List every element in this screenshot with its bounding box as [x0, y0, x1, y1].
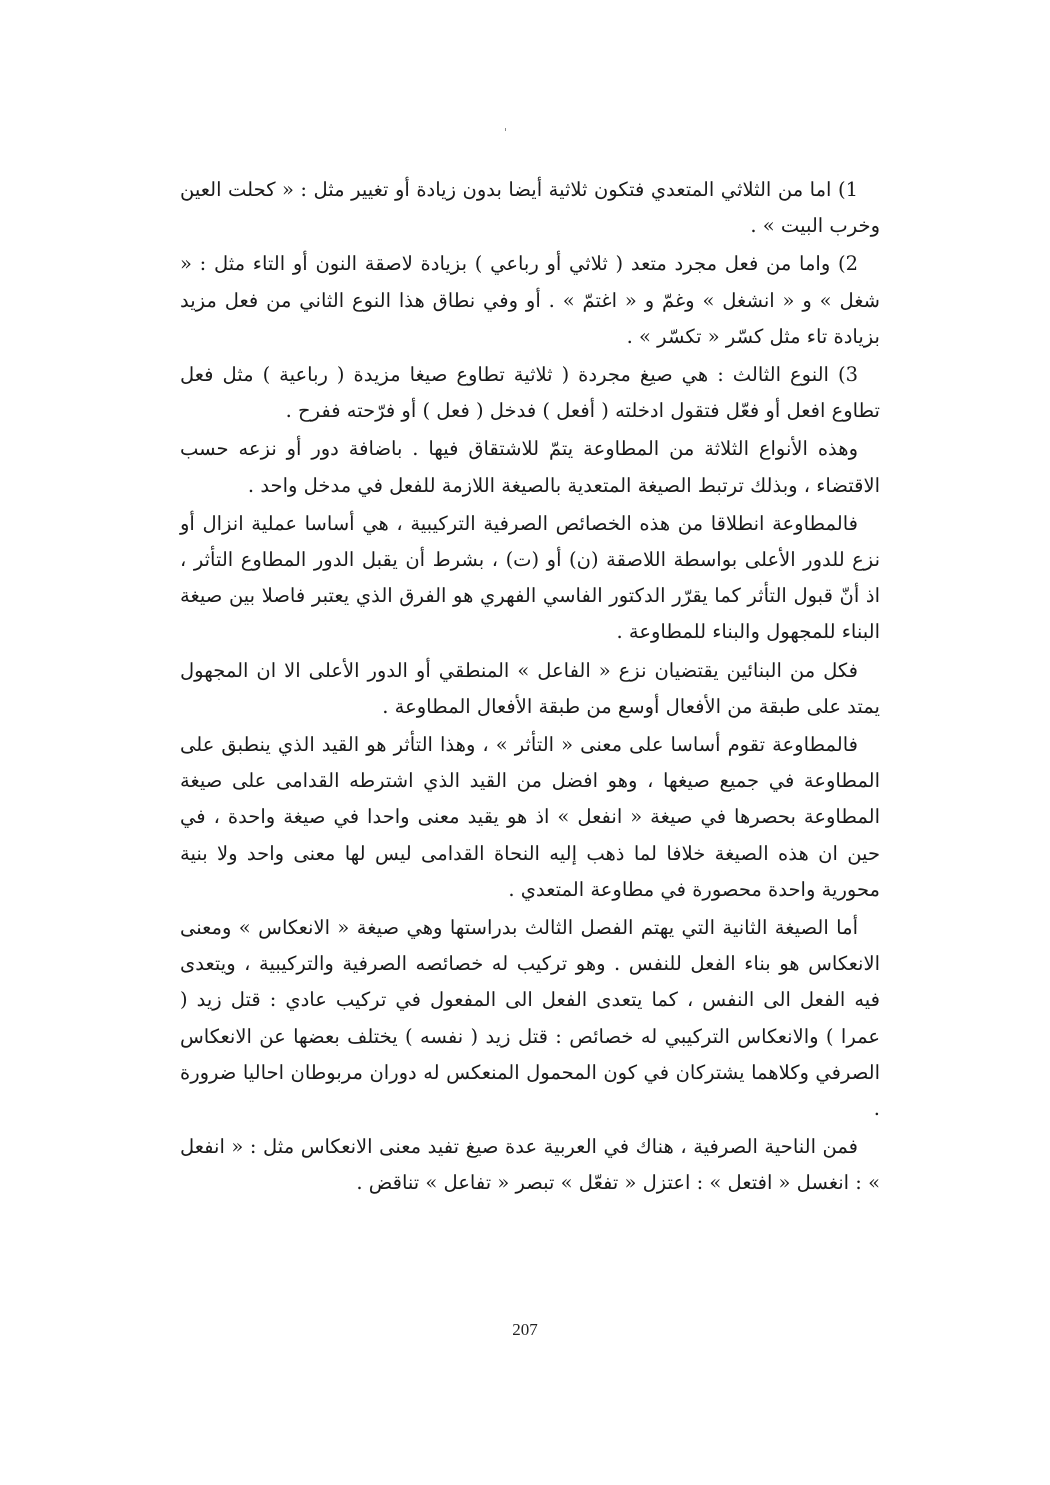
paragraph-1: 1) اما من الثلاثي المتعدي فتكون ثلاثية أيضا بدون زيادة أو تغيير مثل : « كحلت العين وخرب البيت » . [180, 178, 880, 238]
page-number: 207 [512, 1320, 538, 1339]
paragraph-7: فالمطاوعة تقوم أساسا على معنى « التأثر » ، وهذا التأثر هو القيد الذي ينطبق على المطاوعة في جميع صيغها ، وهو افضل من القيد الذي اشترطه القدامى على صيغة المطاوعة بحصرها في صيغة « انفعل » اذ هو يقيد معنى واحدا في صيغة واحدة ، في حين ان هذه الصيغة خلافا لما ذهب إليه النحاة القدامى ليس لها معنى واحد ولا بنية محورية واحدة محصورة في مطاوعة المتعدي . [180, 733, 880, 901]
paragraph-3: 3) النوع الثالث : هي صيغ مجردة ( ثلاثية تطاوع صيغا مزيدة ( رباعية ) مثل فعل تطاوع افعل أو فعّل فتقول ادخلته ( أفعل ) فدخل ( فعل ) أو فرّحته ففرح . [180, 363, 880, 423]
paragraph-2: 2) واما من فعل مجرد متعد ( ثلاثي أو رباعي ) بزيادة لاصقة النون أو التاء مثل : « شغل » و « انشغل » وغمّ و « اغتمّ » . أو وفي نطاق هذا النوع الثاني من فعل مزيد بزيادة تاء مثل كسّر « تكسّر » . [180, 252, 880, 348]
paragraph-6: فكل من البنائين يقتضيان نزع « الفاعل » المنطقي أو الدور الأعلى الا ان المجهول يمتد على طبقة من الأفعال أوسع من طبقة الأفعال المطاوعة . [180, 658, 880, 718]
paragraph-9: فمن الناحية الصرفية ، هناك في العربية عدة صيغ تفيد معنى الانعكاس مثل : « انفعل » : انغسل « افتعل » : اعتزل « تفعّل » تبصر « تفاعل » تناقض . [180, 1135, 880, 1195]
body-text [180, 172, 880, 1204]
paragraph-5: فالمطاوعة انطلاقا من هذه الخصائص الصرفية التركيبية ، هي أساسا عملية انزال أو نزع للدور الأعلى بواسطة اللاصقة (ن) أو (ت) ، بشرط أن يقبل الدور المطاوع التأثر ، اذ أنّ قبول التأثر كما يقرّر الدكتور الفاسي الفهري هو الفرق الذي يعتبر فاصلا بين صيغة البناء للمجهول والبناء للمطاوعة . [180, 511, 880, 644]
paragraph-4: وهذه الأنواع الثلاثة من المطاوعة يتمّ للاشتقاق فيها . باضافة دور أو نزعه حسب الاقتضاء ، وبذلك ترتبط الصيغة المتعدية بالصيغة اللازمة للفعل في مدخل واحد . [180, 437, 880, 497]
paragraph-8: أما الصيغة الثانية التي يهتم الفصل الثالث بدراستها وهي صيغة « الانعكاس » ومعنى الانعكاس هو بناء الفعل للنفس . وهو تركيب له خصائصه الصرفية والتركيبية ، ويتعدى فيه الفعل الى النفس ، كما يتعدى الفعل الى المفعول في تركيب عادي : قتل زيد ( عمرا ) والانعكاس التركيبي له خصائص : قتل زيد ( نفسه ) يختلف بعضها عن الانعكاس الصرفي وكلاهما يشتركان في كون المحمول المنعكس له دوران مربوطان احاليا ضرورة . [180, 916, 880, 1121]
scan-mark [505, 128, 506, 131]
